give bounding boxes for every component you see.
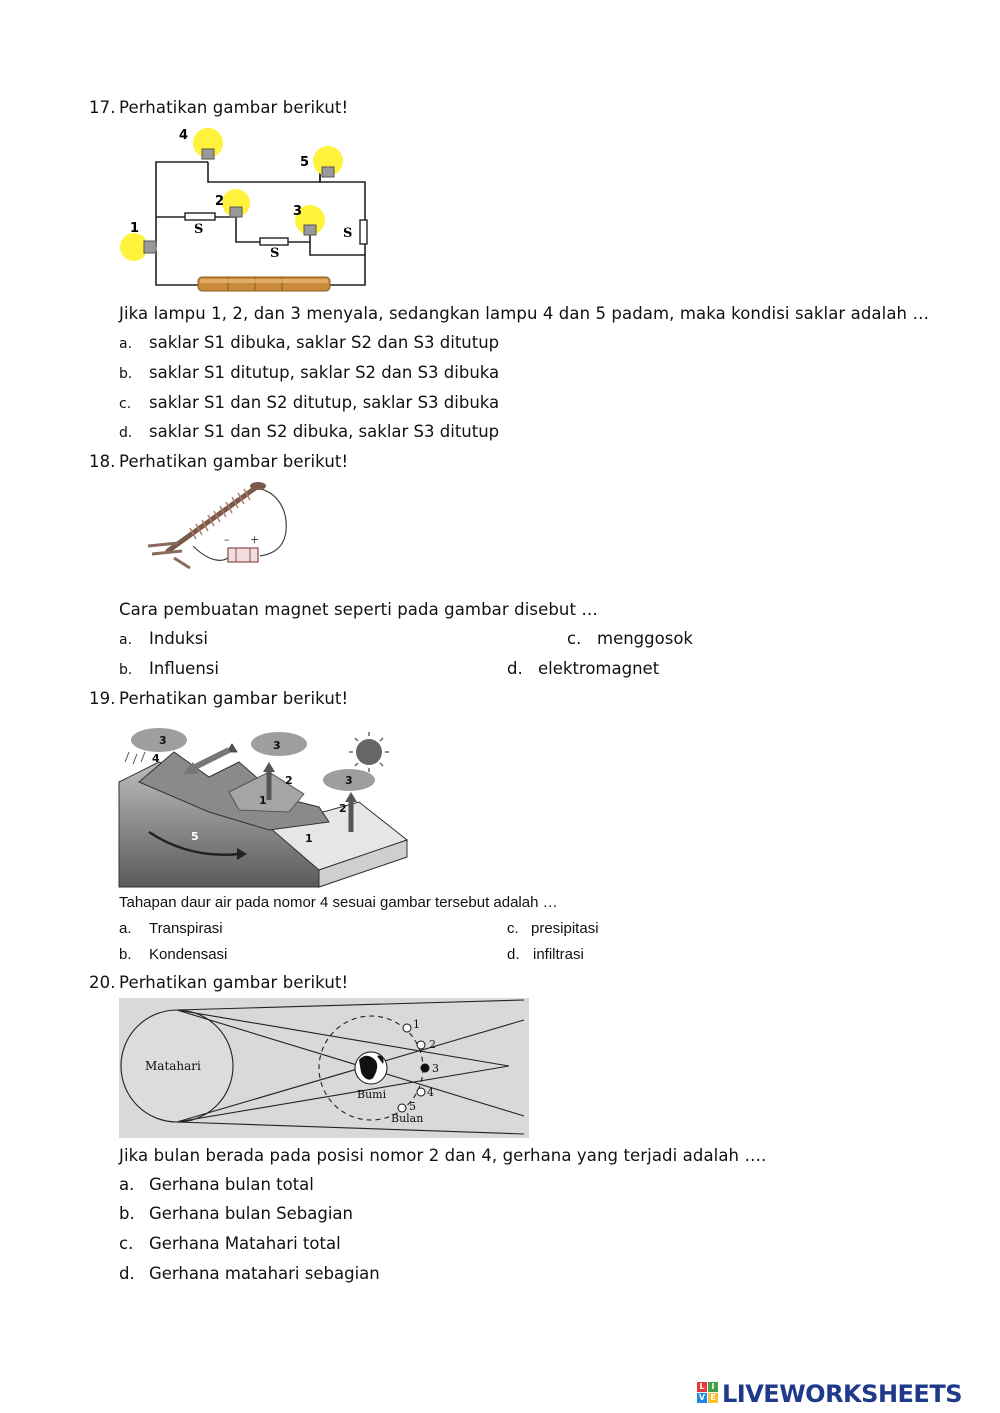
switch-s3 xyxy=(360,220,367,244)
switch-label-3: S xyxy=(343,226,353,241)
q17-option-b[interactable]: saklar S1 ditutup, saklar S2 dan S3 dibuka xyxy=(149,363,500,382)
logo-letter-i: I xyxy=(708,1382,718,1392)
q19-option-a[interactable]: Transpirasi xyxy=(149,920,223,937)
q17-question: Jika lampu 1, 2, dan 3 menyala, sedangkan lampu 4 dan 5 padam, maka kondisi saklar adalah … xyxy=(119,304,930,323)
lamp-label-5: 5 xyxy=(300,155,310,170)
lamp-label-4: 4 xyxy=(179,128,189,143)
q18-option-a[interactable]: Induksi xyxy=(149,629,208,648)
lamp-label-1: 1 xyxy=(130,221,140,236)
q20-option-d[interactable]: Gerhana matahari sebagian xyxy=(149,1264,380,1283)
q17-option-a-letter: a. xyxy=(119,336,133,352)
q17-number: 17. xyxy=(89,98,116,117)
q20-option-c[interactable]: Gerhana Matahari total xyxy=(149,1234,341,1253)
q20-eclipse-figure xyxy=(119,998,529,1138)
q18-option-c-letter: c. xyxy=(567,629,582,648)
liveworksheets-wordmark xyxy=(722,1380,962,1408)
wc-label-2b: 2 xyxy=(339,802,347,815)
brand-prefix: LIVE xyxy=(722,1380,780,1408)
switch-label-1: S xyxy=(194,222,204,237)
q18-option-d[interactable]: elektromagnet xyxy=(538,659,660,678)
q20-option-d-letter: d. xyxy=(119,1264,135,1283)
wc-label-3c: 3 xyxy=(345,774,353,787)
q19-option-d-letter: d. xyxy=(507,946,520,963)
q20-option-b[interactable]: Gerhana bulan Sebagian xyxy=(149,1204,353,1223)
q19-option-d[interactable]: infiltrasi xyxy=(533,946,584,963)
moon-pos-3: 3 xyxy=(432,1062,439,1075)
moon-label: Bulan xyxy=(391,1112,424,1125)
logo-letter-v: V xyxy=(698,1393,706,1402)
moon-2-icon xyxy=(417,1041,425,1049)
moon-pos-4: 4 xyxy=(427,1086,434,1099)
q18-number: 18. xyxy=(89,452,116,471)
moon-pos-1: 1 xyxy=(413,1018,420,1031)
q17-option-d-letter: d. xyxy=(119,425,133,441)
brand-suffix: WORKSHEETS xyxy=(779,1380,962,1408)
logo-letter-l: L xyxy=(697,1382,707,1392)
lamp-2-icon xyxy=(222,189,250,217)
q18-electromagnet-figure xyxy=(138,476,298,576)
wc-label-4: 4 xyxy=(152,752,160,765)
moon-4-icon xyxy=(417,1088,425,1096)
q19-question: Tahapan daur air pada nomor 4 sesuai gambar tersebut adalah … xyxy=(119,894,558,911)
q18-option-b-letter: b. xyxy=(119,662,133,678)
liveworksheets-logo-icon xyxy=(697,1382,719,1404)
q20-option-a[interactable]: Gerhana bulan total xyxy=(149,1175,314,1194)
q17-option-c-letter: c. xyxy=(119,396,132,412)
battery-minus-label: – xyxy=(224,533,230,546)
q17-circuit-figure xyxy=(110,125,380,295)
logo-letter-e: E xyxy=(708,1393,718,1403)
q20-prompt: Perhatikan gambar berikut! xyxy=(119,973,349,992)
lamp-label-3: 3 xyxy=(293,204,303,219)
wc-label-1b: 1 xyxy=(305,832,313,845)
q18-option-d-letter: d. xyxy=(507,659,523,678)
q17-option-c[interactable]: saklar S1 dan S2 ditutup, saklar S3 dibuka xyxy=(149,393,500,412)
q20-option-b-letter: b. xyxy=(119,1204,135,1223)
wc-label-3a: 3 xyxy=(159,734,167,747)
q20-option-c-letter: c. xyxy=(119,1234,134,1253)
q19-number: 19. xyxy=(89,689,116,708)
lamp-5-icon xyxy=(313,146,343,177)
q17-option-b-letter: b. xyxy=(119,366,133,382)
battery-icon xyxy=(198,277,330,291)
q18-option-c[interactable]: menggosok xyxy=(597,629,693,648)
q19-option-b-letter: b. xyxy=(119,946,132,963)
sun-label: Matahari xyxy=(145,1059,201,1073)
switch-label-2: S xyxy=(270,246,280,261)
q18-option-a-letter: a. xyxy=(119,632,133,648)
q18-option-b[interactable]: Influensi xyxy=(149,659,219,678)
moon-3-icon xyxy=(421,1064,429,1072)
lamp-1-icon xyxy=(120,233,156,261)
battery-icon xyxy=(228,548,258,562)
q19-option-c-letter: c. xyxy=(507,920,519,937)
q19-option-b[interactable]: Kondensasi xyxy=(149,946,228,963)
wc-label-1a: 1 xyxy=(259,794,267,807)
q19-water-cycle-figure xyxy=(119,722,409,890)
earth-icon xyxy=(355,1052,387,1084)
battery-plus-label: + xyxy=(250,533,260,546)
lamp-label-2: 2 xyxy=(215,194,225,209)
q19-option-c[interactable]: presipitasi xyxy=(531,920,599,937)
q20-question: Jika bulan berada pada posisi nomor 2 dan 4, gerhana yang terjadi adalah …. xyxy=(119,1146,767,1165)
moon-pos-5: 5 xyxy=(409,1100,416,1113)
lamp-4-icon xyxy=(193,128,223,159)
wc-label-3b: 3 xyxy=(273,739,281,752)
moon-1-icon xyxy=(403,1024,411,1032)
moon-5-icon xyxy=(398,1104,406,1112)
switch-s1 xyxy=(185,213,215,220)
q18-question: Cara pembuatan magnet seperti pada gambar disebut … xyxy=(119,600,598,619)
q20-number: 20. xyxy=(89,973,116,992)
moon-pos-2: 2 xyxy=(429,1038,436,1051)
earth-label: Bumi xyxy=(357,1088,387,1101)
wc-label-2a: 2 xyxy=(285,774,293,787)
liveworksheets-logo[interactable] xyxy=(697,1380,997,1406)
q19-prompt: Perhatikan gambar berikut! xyxy=(119,689,349,708)
q17-option-a[interactable]: saklar S1 dibuka, saklar S2 dan S3 ditutup xyxy=(149,333,500,352)
sun-icon xyxy=(349,732,389,772)
wc-label-5: 5 xyxy=(191,830,199,843)
q18-prompt: Perhatikan gambar berikut! xyxy=(119,452,349,471)
switch-s2 xyxy=(260,238,288,245)
q20-option-a-letter: a. xyxy=(119,1175,135,1194)
q17-option-d[interactable]: saklar S1 dan S2 dibuka, saklar S3 ditutup xyxy=(149,422,500,441)
q19-option-a-letter: a. xyxy=(119,920,132,937)
q17-prompt: Perhatikan gambar berikut! xyxy=(119,98,349,117)
